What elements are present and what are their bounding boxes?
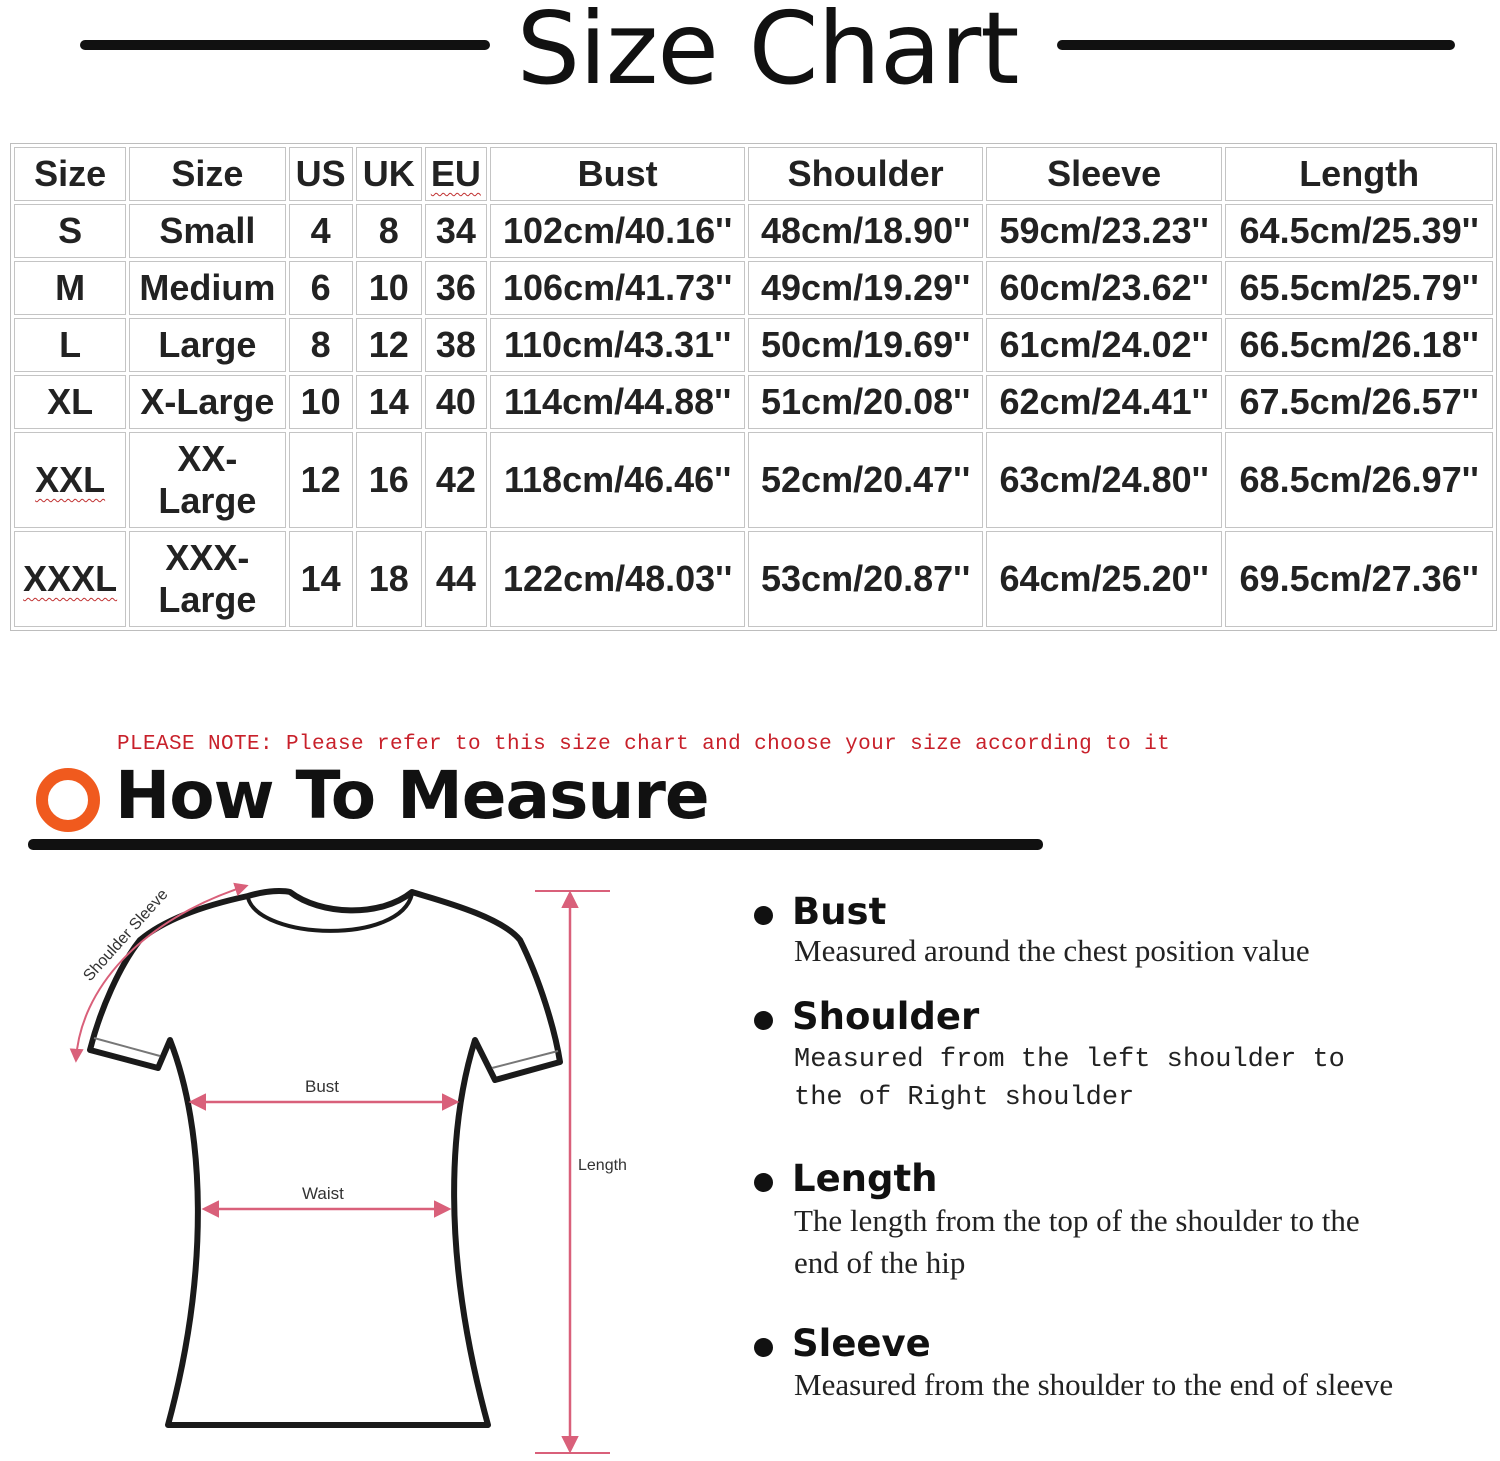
cell-length: 65.5cm/25.79'' — [1225, 261, 1493, 315]
header-us: US — [289, 147, 353, 201]
definition-desc: The length from the top of the shoulder to the end of the hip — [794, 1203, 1360, 1280]
orange-ring-icon — [36, 768, 100, 832]
cell-size-code: S — [14, 204, 126, 258]
cell-size-code: XL — [14, 375, 126, 429]
cell-shoulder: 48cm/18.90'' — [748, 204, 982, 258]
definition-term: Sleeve — [792, 1322, 931, 1365]
header-sleeve: Sleeve — [986, 147, 1222, 201]
cell-bust: 122cm/48.03'' — [490, 531, 746, 627]
bullet-icon — [754, 1338, 773, 1357]
cell-eu-size: 44 — [425, 531, 487, 627]
size-chart-table — [10, 143, 1497, 631]
page-title: Size Chart — [516, 0, 1019, 107]
cell-shoulder: 50cm/19.69'' — [748, 318, 982, 372]
header-uk: UK — [356, 147, 422, 201]
definition-term: Length — [792, 1157, 938, 1200]
tshirt-outline — [90, 891, 560, 1425]
cell-size-code: M — [14, 261, 126, 315]
bullet-icon — [754, 1011, 773, 1030]
header-length: Length — [1225, 147, 1493, 201]
table-row — [14, 204, 1493, 258]
cell-bust: 114cm/44.88'' — [490, 375, 746, 429]
definition-term: Shoulder — [792, 995, 980, 1038]
cell-uk-size: 12 — [356, 318, 422, 372]
definition-desc: Measured around the chest position value — [794, 933, 1310, 968]
cell-us-size: 10 — [289, 375, 353, 429]
cell-us-size: 12 — [289, 432, 353, 528]
cell-length: 67.5cm/26.57'' — [1225, 375, 1493, 429]
size-note: PLEASE NOTE: Please refer to this size chart and choose your size according to it — [117, 733, 1171, 756]
cell-uk-size: 10 — [356, 261, 422, 315]
how-to-measure-heading: How To Measure — [115, 757, 709, 834]
cell-sleeve: 64cm/25.20'' — [986, 531, 1222, 627]
cell-size-code: XXL — [14, 432, 126, 528]
cell-size-name: XX- Large — [129, 432, 285, 528]
definition-desc: Measured from the shoulder to the end of sleeve — [794, 1367, 1394, 1402]
definition-desc: Measured from the left shoulder to the of Right shoulder — [794, 1045, 1345, 1113]
cell-eu-size: 38 — [425, 318, 487, 372]
cell-us-size: 4 — [289, 204, 353, 258]
cell-sleeve: 60cm/23.62'' — [986, 261, 1222, 315]
table-row — [14, 261, 1493, 315]
cell-us-size: 14 — [289, 531, 353, 627]
cell-eu-size: 42 — [425, 432, 487, 528]
cell-sleeve: 59cm/23.23'' — [986, 204, 1222, 258]
waist-label: Waist — [302, 1184, 344, 1203]
bust-label: Bust — [305, 1077, 340, 1096]
cell-uk-size: 18 — [356, 531, 422, 627]
title-rule-left — [80, 40, 490, 50]
title-rule-right — [1057, 40, 1455, 50]
cell-shoulder: 51cm/20.08'' — [748, 375, 982, 429]
table-body — [14, 204, 1493, 627]
tshirt-collar — [248, 894, 412, 931]
cell-uk-size: 8 — [356, 204, 422, 258]
cell-size-code: L — [14, 318, 126, 372]
table-header-row — [14, 147, 1493, 201]
cell-bust: 106cm/41.73'' — [490, 261, 746, 315]
cell-bust: 118cm/46.46'' — [490, 432, 746, 528]
cell-eu-size: 34 — [425, 204, 487, 258]
cell-eu-size: 40 — [425, 375, 487, 429]
cell-bust: 102cm/40.16'' — [490, 204, 746, 258]
cell-us-size: 6 — [289, 261, 353, 315]
table-row — [14, 531, 1493, 627]
cell-eu-size: 36 — [425, 261, 487, 315]
cell-length: 66.5cm/26.18'' — [1225, 318, 1493, 372]
cell-shoulder: 52cm/20.47'' — [748, 432, 982, 528]
header-eu: EU — [425, 147, 487, 201]
cell-uk-size: 16 — [356, 432, 422, 528]
cell-shoulder: 53cm/20.87'' — [748, 531, 982, 627]
definition-term: Bust — [792, 890, 887, 933]
cell-shoulder: 49cm/19.29'' — [748, 261, 982, 315]
header-size-name: Size — [129, 147, 285, 201]
cell-size-name: XXX- Large — [129, 531, 285, 627]
cell-bust: 110cm/43.31'' — [490, 318, 746, 372]
cell-size-name: Medium — [129, 261, 285, 315]
cell-uk-size: 14 — [356, 375, 422, 429]
cell-sleeve: 62cm/24.41'' — [986, 375, 1222, 429]
cell-sleeve: 63cm/24.80'' — [986, 432, 1222, 528]
header-shoulder: Shoulder — [748, 147, 982, 201]
cell-sleeve: 61cm/24.02'' — [986, 318, 1222, 372]
table-row — [14, 432, 1493, 528]
header-size-code: Size — [14, 147, 126, 201]
cell-length: 68.5cm/26.97'' — [1225, 432, 1493, 528]
cell-size-name: Large — [129, 318, 285, 372]
shoulder-sleeve-label: Shoulder Sleeve — [80, 886, 172, 985]
header-bust: Bust — [490, 147, 746, 201]
table-row — [14, 375, 1493, 429]
cell-us-size: 8 — [289, 318, 353, 372]
tshirt-measurement-diagram — [20, 870, 680, 1460]
bullet-icon — [754, 906, 773, 925]
cell-length: 64.5cm/25.39'' — [1225, 204, 1493, 258]
length-label: Length — [578, 1157, 627, 1174]
table-row — [14, 318, 1493, 372]
cell-size-code: XXXL — [14, 531, 126, 627]
cell-size-name: X-Large — [129, 375, 285, 429]
heading-underline — [28, 839, 1043, 850]
cell-length: 69.5cm/27.36'' — [1225, 531, 1493, 627]
bullet-icon — [754, 1173, 773, 1192]
cell-size-name: Small — [129, 204, 285, 258]
